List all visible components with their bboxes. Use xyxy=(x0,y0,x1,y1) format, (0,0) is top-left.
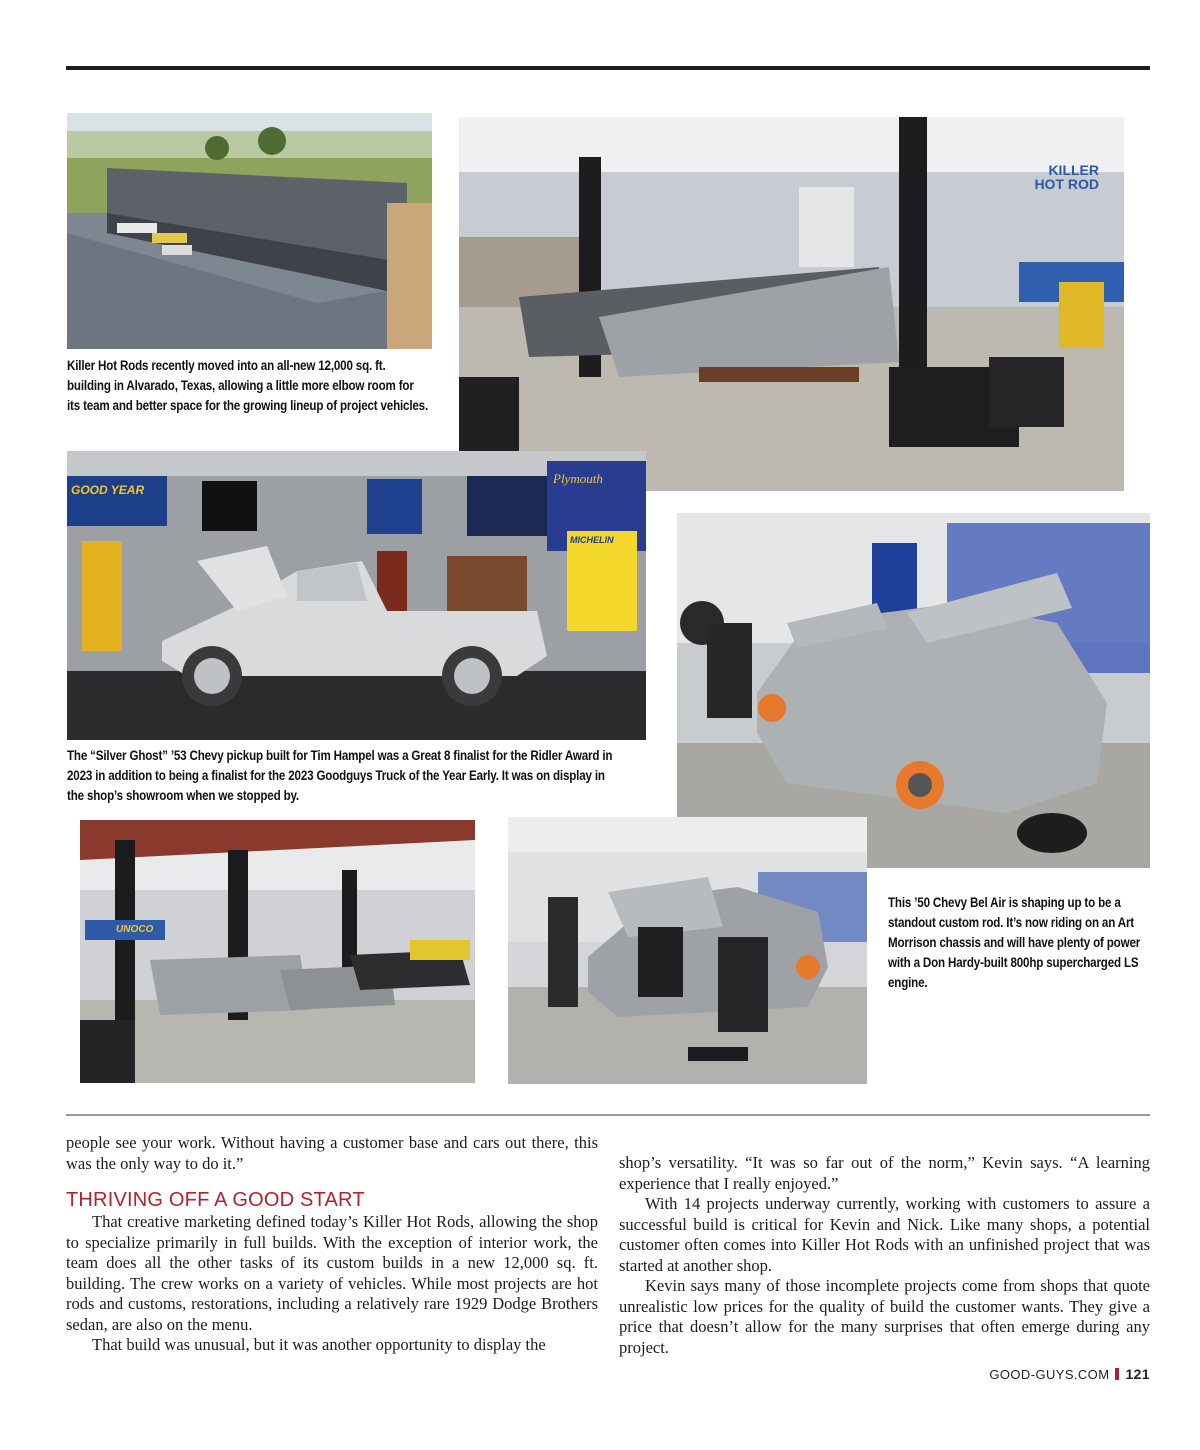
footer-site: GOOD-GUYS.COM xyxy=(989,1367,1110,1382)
page-footer xyxy=(989,1366,1150,1382)
sunoco-sign-text: UNOCO xyxy=(116,924,154,935)
photo-shop-interior xyxy=(459,117,1124,491)
michelin-banner-text: MICHELIN xyxy=(570,535,614,545)
footer-divider xyxy=(1115,1368,1119,1380)
article-column-2 xyxy=(619,1153,1150,1358)
col2-paragraph-3: Kevin says many of those incomplete projects come from shops that quote unrealistic low prices for the quality of build the customer wants. They give a price that doesn’t allow for the many surprises that often emerge during any project. xyxy=(619,1276,1150,1357)
goodyear-banner-text: GOOD YEAR xyxy=(71,483,145,497)
sign-line-1: KILLER xyxy=(1048,162,1099,178)
killer-hot-rods-sign xyxy=(1029,163,1099,191)
col2-paragraph-2: With 14 projects underway currently, working with customers to assure a successful build is critical for Kevin and Nick. Like many shops, a potential customer often comes into Killer Hot Rods with an unfinished project that was started at another shop. xyxy=(619,1194,1150,1275)
col1-paragraph-2: That creative marketing defined today’s Killer Hot Rods, allowing the shop to specialize primarily in full builds. With the exception of interior work, the team does all the other tasks of its custom builds in a new 12,000 sq. ft. building. The crew works on a variety of vehicles. While most projects are hot rods and customs, restorations, including a relatively rare 1929 Dodge Brothers sedan, are also on the menu. xyxy=(66,1212,598,1334)
caption-silver-ghost: The “Silver Ghost” ’53 Chevy pickup built for Tim Hampel was a Great 8 finalist for the Ridler Award in 2023 in addition to being a finalist for the 2023 Goodguys Truck of the Year Early. It was on display in the shop’s showroom when we stopped by. xyxy=(67,748,613,803)
caption-bel-air: This ’50 Chevy Bel Air is shaping up to be a standout custom rod. It’s now riding on an Art Morrison chassis and will have plenty of power with a Don Hardy-built 800hp supercharged LS engine. xyxy=(888,895,1141,990)
col2-paragraph-1: shop’s versatility. “It was so far out of the norm,” Kevin says. “A learning experience that I really enjoyed.” xyxy=(619,1153,1150,1193)
article-column-1 xyxy=(66,1133,598,1356)
page-number: 121 xyxy=(1125,1366,1150,1382)
photo-shop-wide xyxy=(80,820,475,1083)
section-heading: THRIVING OFF A GOOD START xyxy=(66,1189,365,1211)
photo-bel-air xyxy=(677,513,1150,868)
plymouth-banner-text: Plymouth xyxy=(553,471,603,486)
col1-paragraph-3: That build was unusual, but it was another opportunity to display the xyxy=(92,1335,546,1354)
sign-line-2: HOT ROD xyxy=(1034,176,1099,192)
photo-aerial-building xyxy=(67,113,432,349)
photo-silver-ghost-truck xyxy=(67,451,646,740)
top-rule xyxy=(66,66,1150,70)
photo-team-working xyxy=(508,817,867,1084)
col1-paragraph-1: people see your work. Without having a customer base and cars out there, this was the only way to do it.” xyxy=(66,1133,598,1173)
caption-building: Killer Hot Rods recently moved into an all-new 12,000 sq. ft. building in Alvarado, Texas, allowing a little more elbow room for its team and better space for the growing lineup of project vehicles. xyxy=(67,358,429,413)
mid-rule xyxy=(66,1114,1150,1116)
